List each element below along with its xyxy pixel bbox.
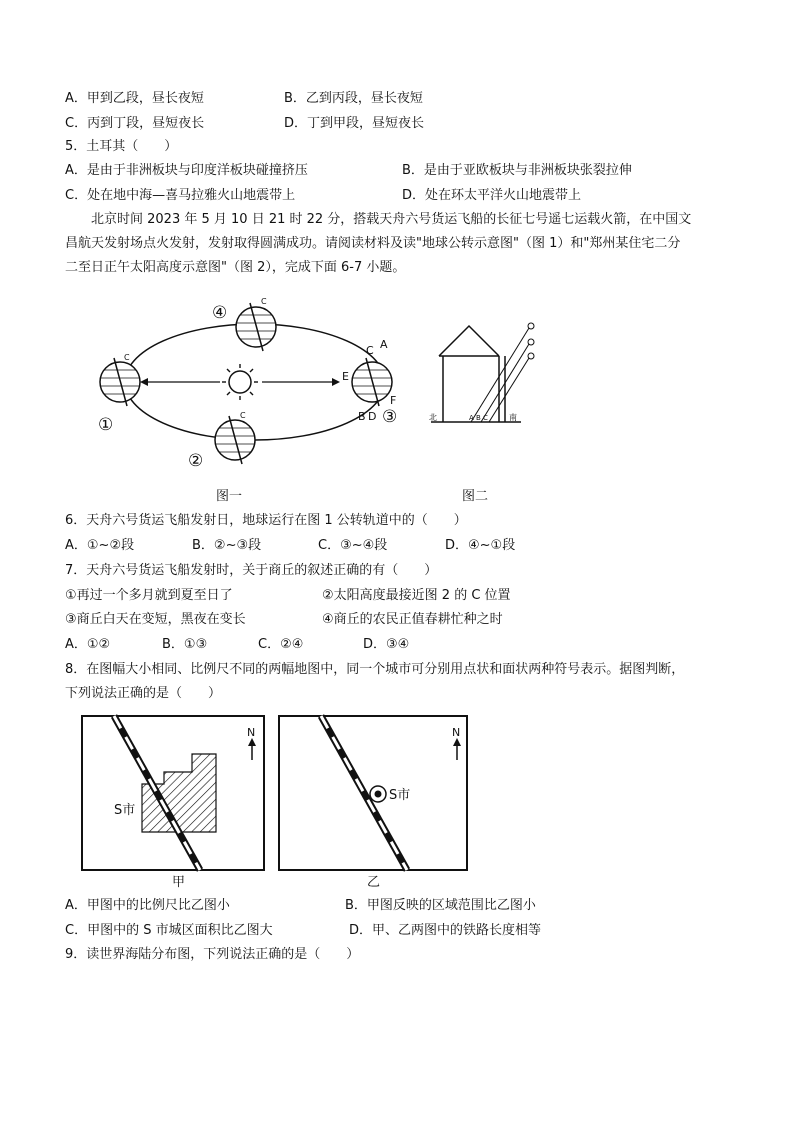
sun-icon [222, 364, 258, 400]
svg-text:C: C [261, 297, 267, 306]
earth-position-2 [215, 416, 255, 464]
city-label-yi: S市 [389, 788, 411, 803]
q7-statement-2: ②太阳高度最接近图 2 的 C 位置 [322, 588, 511, 603]
q7-statement-3: ③商丘白天在变短，黑夜在变长 [65, 612, 246, 627]
q8-option-c: C．甲图中的 S 市城区面积比乙图大 [65, 923, 273, 938]
q9-stem: 9．读世界海陆分布图，下列说法正确的是（ ） [65, 947, 360, 962]
north-label-yi: N [452, 726, 461, 739]
north-label-jia: N [247, 726, 256, 739]
q6-option-c: C．③~④段 [318, 538, 388, 553]
point-d: D [368, 410, 377, 423]
point-a: A [380, 338, 388, 351]
earth-position-1 [100, 358, 140, 406]
intro-line-3: 二至日正午太阳高度示意图"（图 2），完成下面 6-7 小题。 [65, 260, 406, 275]
q4-option-b: B．乙到丙段，昼长夜短 [284, 91, 423, 106]
q5-option-a: A．是由于非洲板块与印度洋板块碰撞挤压 [65, 163, 308, 178]
q7-statement-4: ④商丘的农民正值春耕忙种之时 [322, 612, 503, 627]
q6-stem: 6．天舟六号货运飞船发射日，地球运行在图 1 公转轨道中的（ ） [65, 513, 467, 528]
point-c: C [366, 344, 374, 357]
label-position-1: ① [98, 415, 114, 435]
q4-option-c: C．丙到丁段，昼短夜长 [65, 116, 205, 131]
q5-option-d: D．处在环太平洋火山地震带上 [402, 188, 582, 203]
figure2-caption: 图二 [462, 489, 489, 504]
q7-option-a: A．①② [65, 637, 111, 652]
point-f: F [390, 394, 397, 407]
city-label-jia: S市 [114, 803, 136, 818]
q8-stem-line-2: 下列说法正确的是（ ） [65, 686, 222, 701]
map-jia-label: 甲 [172, 875, 186, 890]
south-label: 南 [509, 413, 517, 422]
map-jia [80, 714, 268, 890]
q5-stem: 5．土耳其（ ） [65, 139, 178, 154]
svg-text:C: C [124, 353, 130, 362]
angle-labels: A B C [469, 414, 488, 422]
earth-position-4 [236, 303, 276, 351]
q4-option-d: D．丁到甲段，昼短夜长 [284, 116, 425, 131]
q6-option-d: D．④~①段 [445, 538, 516, 553]
earth-orbit-diagram [90, 290, 410, 480]
intro-line-1: 北京时间 2023 年 5 月 10 日 21 时 22 分，搭载天舟六号货运飞船的长征七号遥七运载火箭，在中国文 [91, 212, 692, 227]
svg-text:C: C [240, 411, 246, 420]
city-point-icon [370, 786, 386, 802]
q5-option-c: C．处在地中海—喜马拉雅火山地震带上 [65, 188, 296, 203]
label-position-2: ② [188, 451, 204, 471]
q7-option-b: B．①③ [162, 637, 208, 652]
q6-option-b: B．②~③段 [192, 538, 262, 553]
q8-stem-line-1: 8．在图幅大小相同、比例尺不同的两幅地图中，同一个城市可分别用点状和面状两种符号表示。据图判断， [65, 662, 685, 677]
q7-option-d: D．③④ [363, 637, 410, 652]
q7-stem: 7．天舟六号货运飞船发射时，关于商丘的叙述正确的有（ ） [65, 563, 438, 578]
q7-option-c: C．②④ [258, 637, 304, 652]
q8-option-a: A．甲图中的比例尺比乙图小 [65, 898, 230, 913]
q4-option-a: A．甲到乙段，昼长夜短 [65, 91, 204, 106]
point-b: B [358, 410, 366, 423]
q6-option-a: A．①~②段 [65, 538, 135, 553]
map-yi-label: 乙 [367, 875, 381, 890]
q5-option-b: B．是由于亚欧板块与非洲板块张裂拉伸 [402, 163, 632, 178]
north-label: 北 [429, 413, 437, 422]
intro-line-2: 昌航天发射场点火发射，发射取得圆满成功。请阅读材料及读"地球公转示意图"（图 1）和"郑州某住宅二分 [65, 236, 681, 251]
point-e: E [342, 370, 349, 383]
north-arrow-icon [453, 738, 461, 760]
earth-position-3 [352, 358, 392, 406]
label-position-4: ④ [212, 303, 228, 323]
q7-statement-1: ①再过一个多月就到夏至日了 [65, 588, 233, 603]
label-position-3: ③ [382, 407, 398, 427]
north-arrow-icon [248, 738, 256, 760]
map-yi [277, 714, 471, 890]
q8-option-b: B．甲图反映的区域范围比乙图小 [345, 898, 536, 913]
q8-option-d: D．甲、乙两图中的铁路长度相等 [349, 923, 542, 938]
figure1-caption: 图一 [216, 489, 243, 504]
house-sun-altitude-diagram [425, 318, 545, 430]
